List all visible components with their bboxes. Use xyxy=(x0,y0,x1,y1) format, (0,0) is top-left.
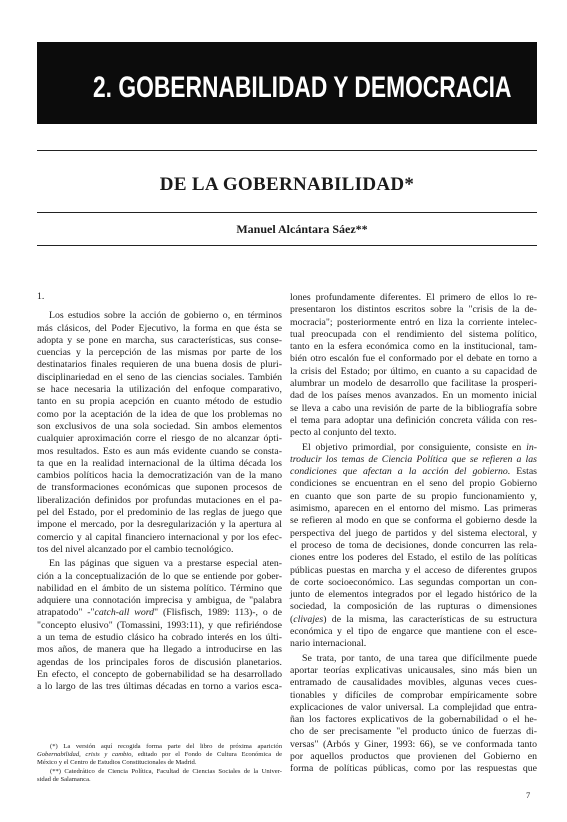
text-line: públicas puestas en marcha y el acceso de diferentes grupos xyxy=(290,564,537,576)
text-line: comercio y al capital financiero internacional y por los efec- xyxy=(37,531,282,543)
text-line: dad de los países menos avanzados. En un momento inicial xyxy=(290,390,537,402)
text-line: "concepto elusivo" (Tomassini, 1993:11), y que refiriéndose xyxy=(37,619,282,631)
text-line: forma de políticas públicas, como por las respuestas que xyxy=(290,763,537,775)
text-line: en cuanto que son parte de su propio funcionamiento y, xyxy=(290,490,537,502)
text-segment: Estas xyxy=(510,466,537,478)
text-line: En efecto, el concepto de gobernabilidad se ha desarrollado xyxy=(37,668,282,680)
right-paragraphs xyxy=(290,292,537,776)
text-line: mos resultados. Esto es aun más evidente cuando se consta- xyxy=(37,445,282,457)
footnote xyxy=(37,743,282,768)
footnote xyxy=(37,768,282,784)
text-line: mos años, de manera que ha llegado a introducirse en las xyxy=(37,644,282,656)
italic-text: condiciones que afectan a la acción del gobierno. xyxy=(290,466,511,478)
italic-text: Gobernabilidad, crisis y cambio xyxy=(37,751,132,759)
text-line: asimismo, aparecen en el entorno del mismo. Las primeras xyxy=(290,503,537,515)
italic-text: troducir los temas de Ciencia Política que se refieren a las xyxy=(290,453,537,465)
text-line: adopta y se pone en marcha, sus características, sus conse- xyxy=(37,334,282,346)
text-line: económica y el tipo de engarce que mantiene con el esce- xyxy=(290,626,537,638)
divider-author xyxy=(37,245,537,246)
text-line: se hace necesaria la utilización del enfoque comparativo, xyxy=(37,384,282,396)
text-line: pel del Estado, por el predominio de las reglas de juego que xyxy=(37,507,282,519)
text-line: nario internacional. xyxy=(290,638,367,650)
text-line: ñan los factores explicativos de la gobernabilidad o el he- xyxy=(290,714,537,726)
text-line: En las páginas que siguen va a prestarse especial aten- xyxy=(49,558,282,570)
text-line: se lleva a cabo una revisión de parte de la bibliografía sobre xyxy=(290,402,537,414)
text-line: Los estudios sobre la acción de gobierno o, en términos xyxy=(49,310,282,322)
text-line xyxy=(290,466,537,478)
text-line xyxy=(290,454,537,466)
text-line: bién otro escalón fue el conformado por el debate en torno a xyxy=(290,353,537,365)
text-line: ción a la conceptualización de lo que se entiende por gober- xyxy=(37,570,282,582)
text-line xyxy=(37,607,282,619)
paragraph xyxy=(37,310,282,556)
footnotes xyxy=(37,743,282,784)
text-line xyxy=(37,751,282,759)
text-line: ciones entre los poderes del Estado, el estilo de las políticas xyxy=(290,552,537,564)
text-column-left xyxy=(37,291,282,694)
text-line: condiciones se encuentran en el seno del propio Gobierno xyxy=(290,478,537,490)
text-line: mocracia"; posteriormente entró en liza la corriente intelec- xyxy=(290,316,537,328)
paragraph xyxy=(290,292,537,440)
text-line: junto de elementos integrados por el legado histórico de la xyxy=(290,589,537,601)
text-line: agendas de los principales foros de discusión planetarios. xyxy=(37,656,282,668)
text-line: entramado de causalidades movibles, algunas veces cues- xyxy=(290,677,537,689)
italic-text: clivajes xyxy=(293,613,324,625)
text-line: tanto en su propia acepción en cuanto método de estudio xyxy=(37,396,282,408)
divider-top xyxy=(37,150,537,151)
text-line: de transformaciones económicas que suponen procesos de xyxy=(37,482,282,494)
text-segment: , editado por el Fondo de Cultura Económica de xyxy=(131,751,283,759)
text-line: pecto al conjunto del texto. xyxy=(290,427,397,439)
article-title: DE LA GOBERNABILIDAD* xyxy=(159,174,415,195)
author-name: Manuel Alcántara Sáez** xyxy=(236,222,368,236)
italic-text: in- xyxy=(526,441,537,453)
text-line: alumbrar un modelo de desarrollo que facilitase la prosperi- xyxy=(290,378,537,390)
text-line: a un tema de estudio clásico ha cobrado interés en los últi- xyxy=(37,632,282,644)
paragraph xyxy=(290,653,537,776)
text-segment: El objetivo primordial, por consiguiente, consiste en xyxy=(302,441,527,453)
text-line xyxy=(290,614,537,626)
text-line: sociedad, la composición de las rupturas o dimensiones xyxy=(290,601,537,613)
text-segment: ( xyxy=(290,613,294,625)
text-line: (*) La versión aquí recogida forma parte del libro de próxima aparición xyxy=(50,743,282,750)
text-line: son exclusivos de una sola sociedad. Sin ambos elementos xyxy=(37,420,282,432)
page-number: 7 xyxy=(526,790,531,800)
text-line: nabilidad en el ámbito de un sistema político. Término que xyxy=(37,582,282,594)
text-segment: " (Flisfisch, 1989: 113)-, o de xyxy=(154,607,282,619)
italic-text: catch-all word xyxy=(94,607,155,619)
chapter-title: 2. GOBERNABILIDAD Y DEMOCRACIA xyxy=(93,71,512,104)
text-line: como por la aceptación de la idea de que los problemas no xyxy=(37,408,282,420)
text-line: por aquellos productos que provienen del Gobierno en xyxy=(290,750,537,762)
text-line xyxy=(290,442,537,454)
divider-title xyxy=(37,212,537,213)
section-number: 1. xyxy=(37,291,45,302)
text-line: aportar teorías explicativas unicausales, sino más bien un xyxy=(290,664,537,676)
text-line: se refieren al modo en que se conforma el gobierno desde la xyxy=(290,515,537,527)
text-line: ta que en la realidad internacional de la última década los xyxy=(37,457,282,469)
text-line: el proceso de toma de decisiones, donde concurren las rela- xyxy=(290,539,537,551)
paragraph xyxy=(37,558,282,693)
text-line: disciplinariedad en el seno de las ciencias sociales. También xyxy=(37,371,282,383)
text-line: presentaron los distintos escritos sobre la "crisis de la de- xyxy=(290,304,537,316)
text-line: cho de ser precisamente "el producto único de fuerzas di- xyxy=(290,726,537,738)
text-line: tanto en la esfera económica como en la institucional, tam- xyxy=(290,341,537,353)
text-line: cuencias y la percepción de las mismas por parte de los xyxy=(37,347,282,359)
text-line: el tema para adoptar una definición concreta válida con res- xyxy=(290,414,537,426)
text-line: tionables y difíciles de comprobar empíricamente sobre xyxy=(290,689,537,701)
text-line: más clásicos, del Poder Ejecutivo, la forma en que ésta se xyxy=(37,322,282,334)
text-line: perspectiva del juego de partidos y del sistema electoral, y xyxy=(290,527,537,539)
text-line: adquiere una connotación imprecisa y ambigua, de "palabra xyxy=(37,595,282,607)
text-line: impone el mercado, por la desregularización y la apertura al xyxy=(37,519,282,531)
text-line: sidad de Salamanca. xyxy=(37,775,91,783)
text-line: versas" (Arbós y Giner, 1993: 66), se ve conformada tanto xyxy=(290,738,537,750)
text-line: lones profundamente diferentes. El primero de ellos lo re- xyxy=(290,292,537,303)
text-line: cualquier aproximación corre el riesgo de no alcanzar ópti- xyxy=(37,433,282,445)
text-line: Se trata, por tanto, de una tarea que difícilmente puede xyxy=(302,652,537,664)
text-line: de corte socioeconómico. Las segundas comportan un con- xyxy=(290,576,537,588)
text-line: explicaciones de valor universal. La complejidad que entra- xyxy=(290,701,537,713)
text-line: la crisis del Estado; por último, en cuanto a su capacidad de xyxy=(290,365,537,377)
text-line: México y el Centro de Estudios Constitucionales de Madrid. xyxy=(37,759,197,767)
text-line: tual preocupada con el rendimiento del sistema político, xyxy=(290,328,537,340)
text-line: tos del nivel alcanzado por el cambio tecnológico. xyxy=(37,543,234,555)
text-line: liberalización definidos por profundas mutaciones en el pa- xyxy=(37,494,282,506)
text-line: a lo largo de las tres últimas décadas en torno a varios esca- xyxy=(37,681,282,693)
chapter-banner xyxy=(37,42,537,124)
text-line: (**) Catedrático de Ciencia Política, Facultad de Ciencias Sociales de la Univer- xyxy=(50,767,282,775)
text-column-right xyxy=(290,290,537,776)
text-line: cambios políticos hacia la democratización van de la mano xyxy=(37,470,282,482)
text-segment: ) de la misma, las características de su estructura xyxy=(323,613,537,625)
left-paragraphs xyxy=(37,310,282,693)
paragraph xyxy=(290,442,537,651)
text-segment: atrapatodo" -" xyxy=(37,607,95,619)
text-line: destinatarios finales requieren de una buena dosis de pluri- xyxy=(37,359,282,371)
